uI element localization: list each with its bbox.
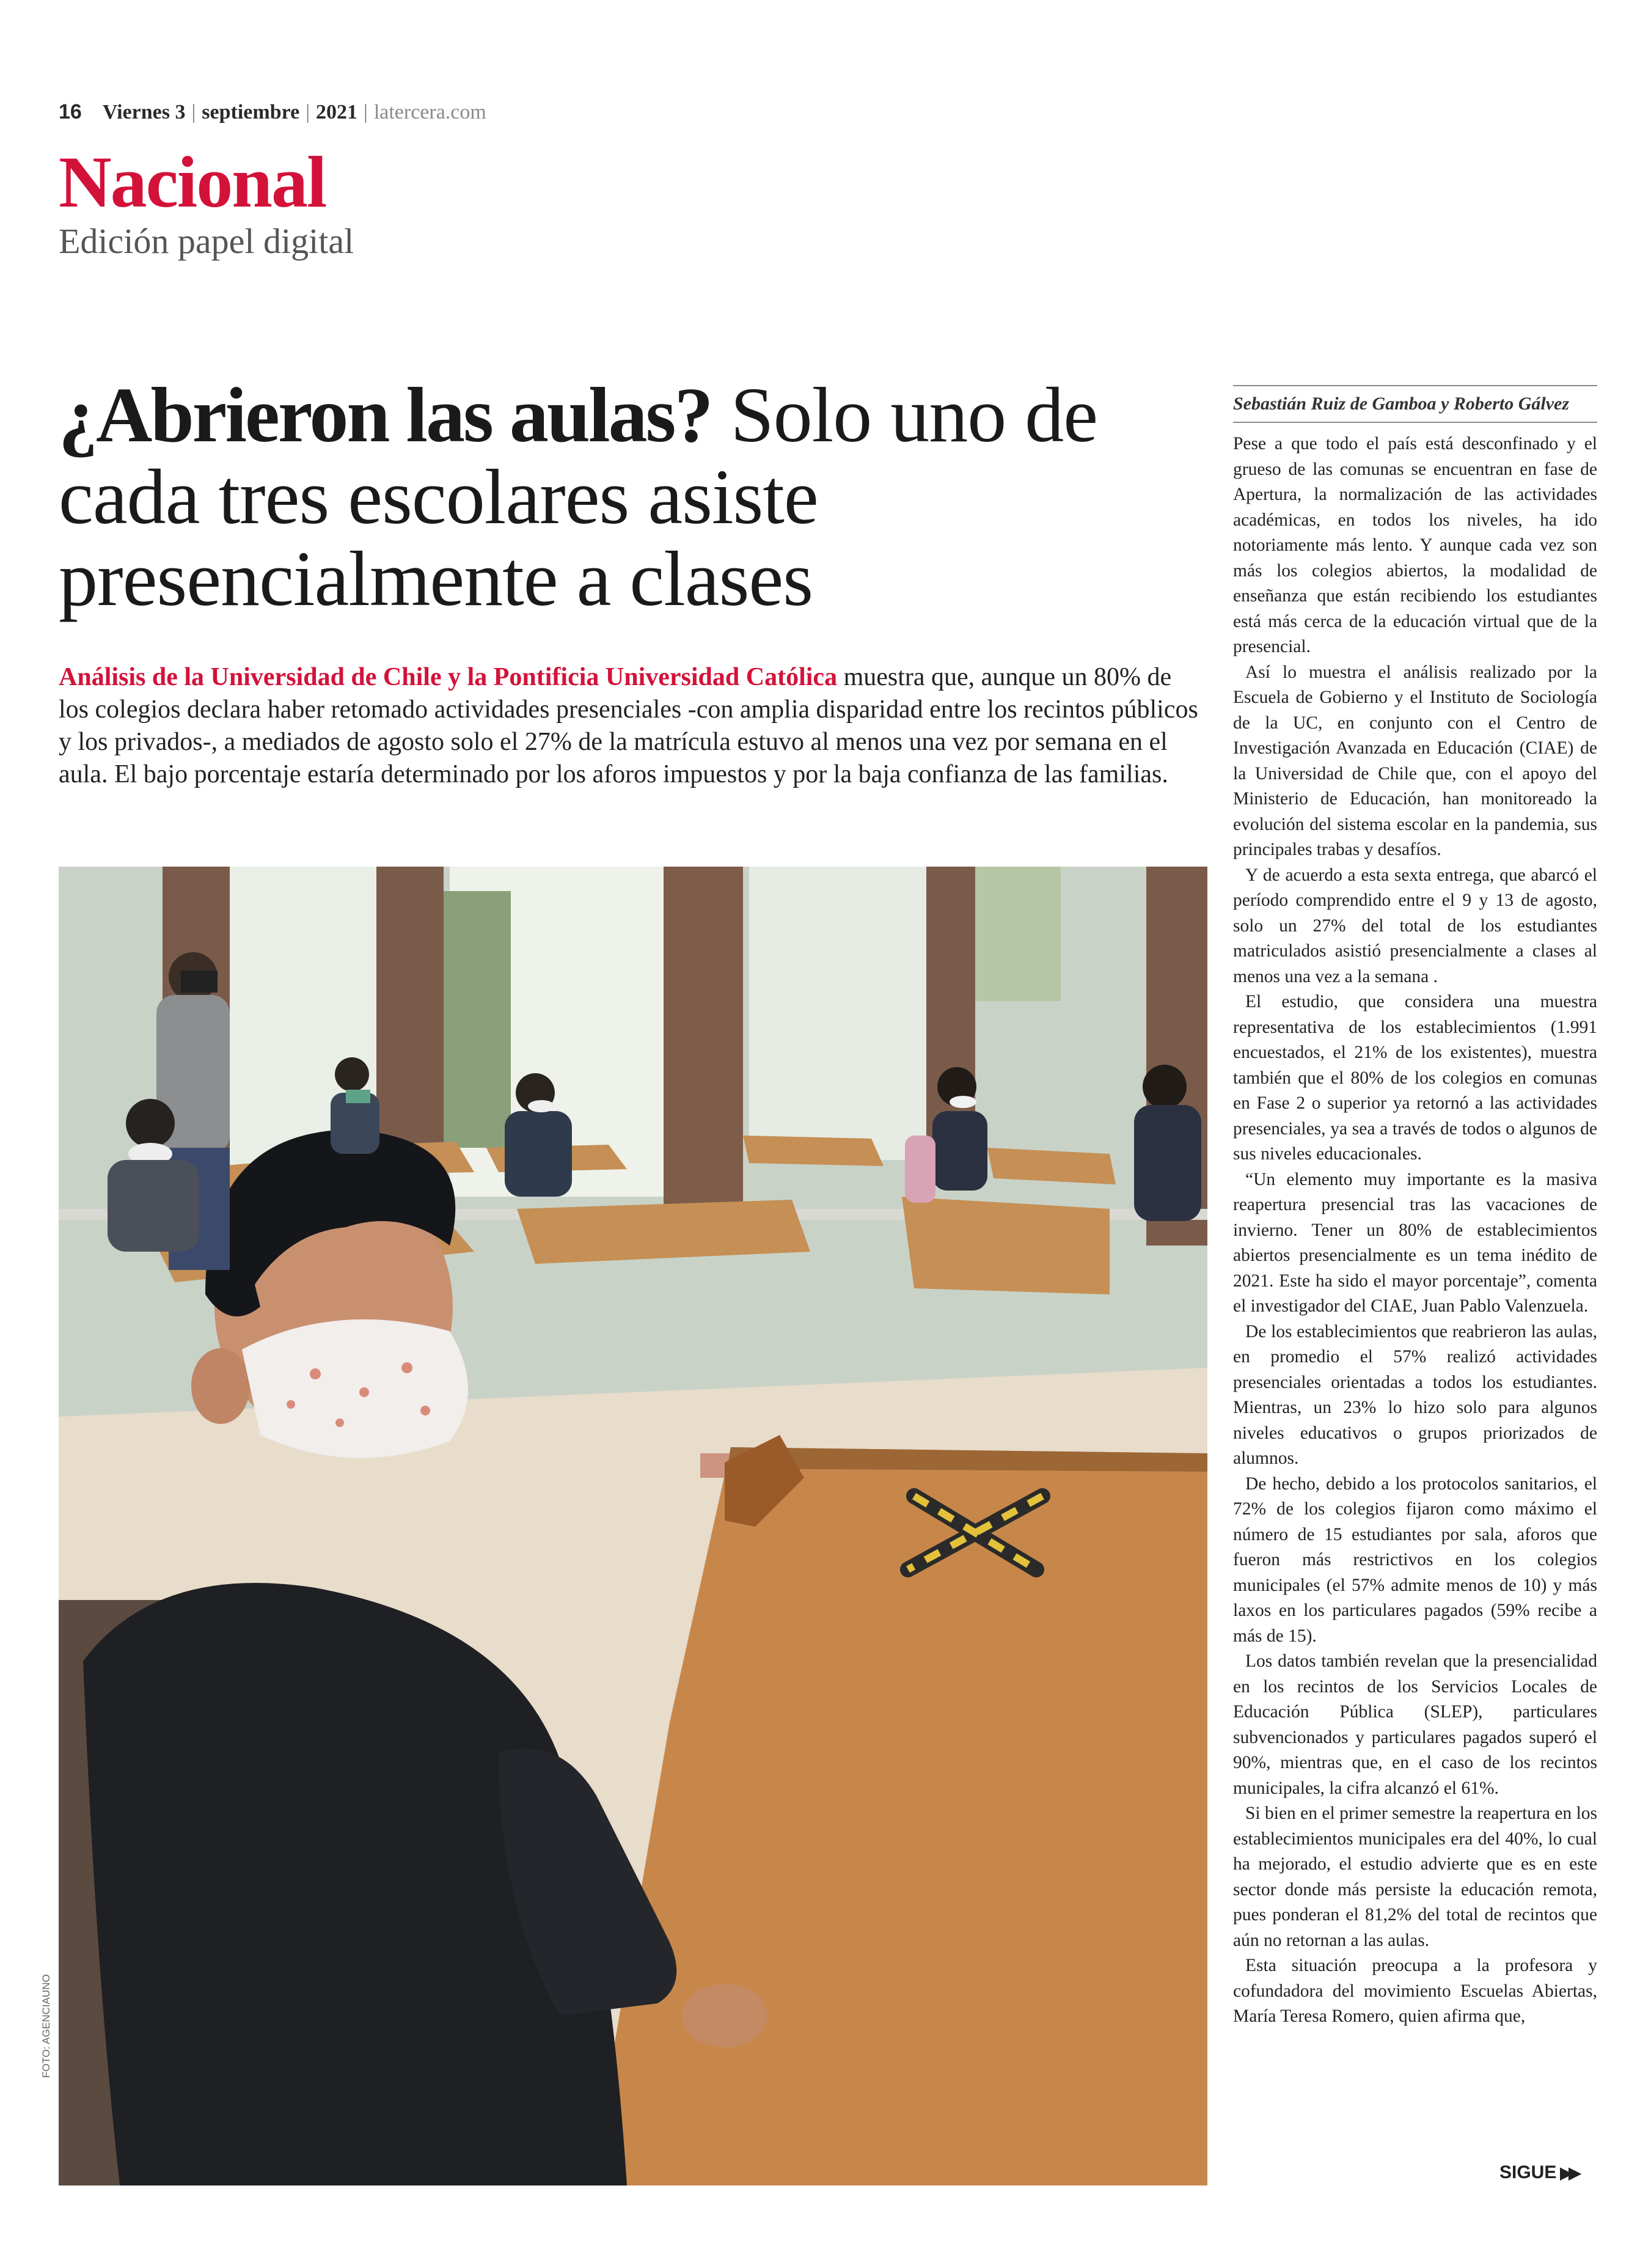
body-paragraph: Así lo muestra el análisis realizado por la Escuela de Gobierno y el Instituto de Sociología de la UC, en conjunto con el Centro de Investigación Avanzada en Educación (CIAE) de la Universidad de Chile que, con el apoyo del Ministerio de Educación, han monitoreado la evolución del sistema escolar en la pandemia, sus principales trabas y desafíos. xyxy=(1233,662,1597,859)
date-month: septiembre xyxy=(202,101,300,123)
page-number: 16 xyxy=(59,100,82,123)
article-photo xyxy=(59,867,1207,2185)
headline-bold: ¿Abrieron las aulas? xyxy=(59,372,712,458)
body-paragraph: De hecho, debido a los protocolos sanitarios, el 72% de los colegios fijaron como máximo el número de 15 estudiantes por sala, aforos que fueron más restrictivos en los colegios municipales (el 57% admite menos de 10) y más laxos en los particulares pagados (59% recibe a más de 15). xyxy=(1233,1473,1597,1646)
article-body xyxy=(1233,431,1597,2030)
date-year: 2021 xyxy=(316,101,357,123)
body-paragraph: Esta situación preocupa a la profesora y cofundadora del movimiento Escuelas Abiertas, María Teresa Romero, quien afirma que, xyxy=(1233,1956,1597,2026)
page-folio xyxy=(59,100,486,124)
date-day: Viernes 3 xyxy=(102,101,186,123)
body-paragraph: Pese a que todo el país está desconfinado y el grueso de las comunas se encuentran en fase de Apertura, la normalización de las actividades académicas, en todos los niveles, ha ido notoriamente más lento. Y aunque cada vez son más los colegios abiertos, la modalidad de enseñanza que están recibiendo los estudiantes está más cerca de la educación virtual que de la presencial. xyxy=(1233,434,1597,656)
lead-rest: muestra que, aunque un 80% de los colegios declara haber retomado actividades presenciales -con amplia disparidad entre los recintos públicos y los privados-, a mediados de agosto solo el 27% de la matrícula estuvo al menos una vez por semana en el aula. El bajo porcentaje estaría determinado por los aforos impuestos y por la baja confianza de las familias. xyxy=(59,663,1198,788)
section-subtitle: Edición papel digital xyxy=(59,221,354,261)
byline: Sebastián Ruiz de Gamboa y Roberto Gálvez xyxy=(1233,385,1597,423)
article-body-column xyxy=(1233,385,1597,2030)
article-headline xyxy=(59,374,1220,620)
body-paragraph: “Un elemento muy importante es la masiva reapertura presencial tras las vacaciones de invierno. Tener un 80% de establecimientos abiertos presencialmente es un tema inédito de 2021. Este ha sido el mayor porcentaje”, comenta el investigador del CIAE, Juan Pablo Valenzuela. xyxy=(1233,1169,1597,1316)
body-paragraph: El estudio, que considera una muestra representativa de los establecimientos (1.991 encuestados, el 21% de los existentes), muestra también que el 80% de los colegios en comunas en Fase 2 o superior ya retornó a las actividades presenciales, ya sea a través de todos o algunos de sus niveles educacionales. xyxy=(1233,992,1597,1164)
section-title: Nacional xyxy=(59,141,326,222)
double-arrow-icon: ▶▶ xyxy=(1560,2163,1578,2182)
lead-highlight: Análisis de la Universidad de Chile y la Pontificia Universidad Católica xyxy=(59,663,838,691)
classroom-photo-illustration xyxy=(59,867,1207,2185)
separator: | xyxy=(191,101,196,123)
separator: | xyxy=(306,101,310,123)
separator: | xyxy=(364,101,368,123)
body-paragraph: Si bien en el primer semestre la reapertura en los establecimientos municipales era del 40%, lo cual ha mejorado, el estudio advierte que es en este sector donde más persiste la educación remota, pues ponderan el 81,2% del total de recintos que aún no retornan a las aulas. xyxy=(1233,1804,1597,1950)
body-paragraph: De los establecimientos que reabrieron las aulas, en promedio el 57% realizó actividades presenciales orientadas a todos los estudiantes. Mientras, un 23% lo hizo solo para algunos niveles educativos o grupos priorizados de alumnos. xyxy=(1233,1321,1597,1468)
continue-label: SIGUE xyxy=(1499,2162,1557,2182)
headline-rest: Solo uno de cada tres escolares asiste presencialmente a clases xyxy=(59,372,1097,622)
body-paragraph: Los datos también revelan que la presencialidad en los recintos de los Servicios Locales de Educación Pública (SLEP), particulares subvencionados y particulares pagados superó el 90%, mientras que, en el caso de los recintos municipales, la cifra alcanzó el 61%. xyxy=(1233,1651,1597,1798)
article-lead xyxy=(59,661,1207,791)
body-paragraph: Y de acuerdo a esta sexta entrega, que abarcó el período comprendido entre el 9 y 13 de agosto, solo un 27% del total de los estudiantes matriculados asistió presencialmente a clases al menos una vez a la semana . xyxy=(1233,865,1597,986)
photo-credit: FOTO: AGENCIAUNO xyxy=(40,1974,52,2078)
continue-link[interactable] xyxy=(1499,2162,1577,2183)
site-link[interactable]: latercera.com xyxy=(373,101,486,123)
